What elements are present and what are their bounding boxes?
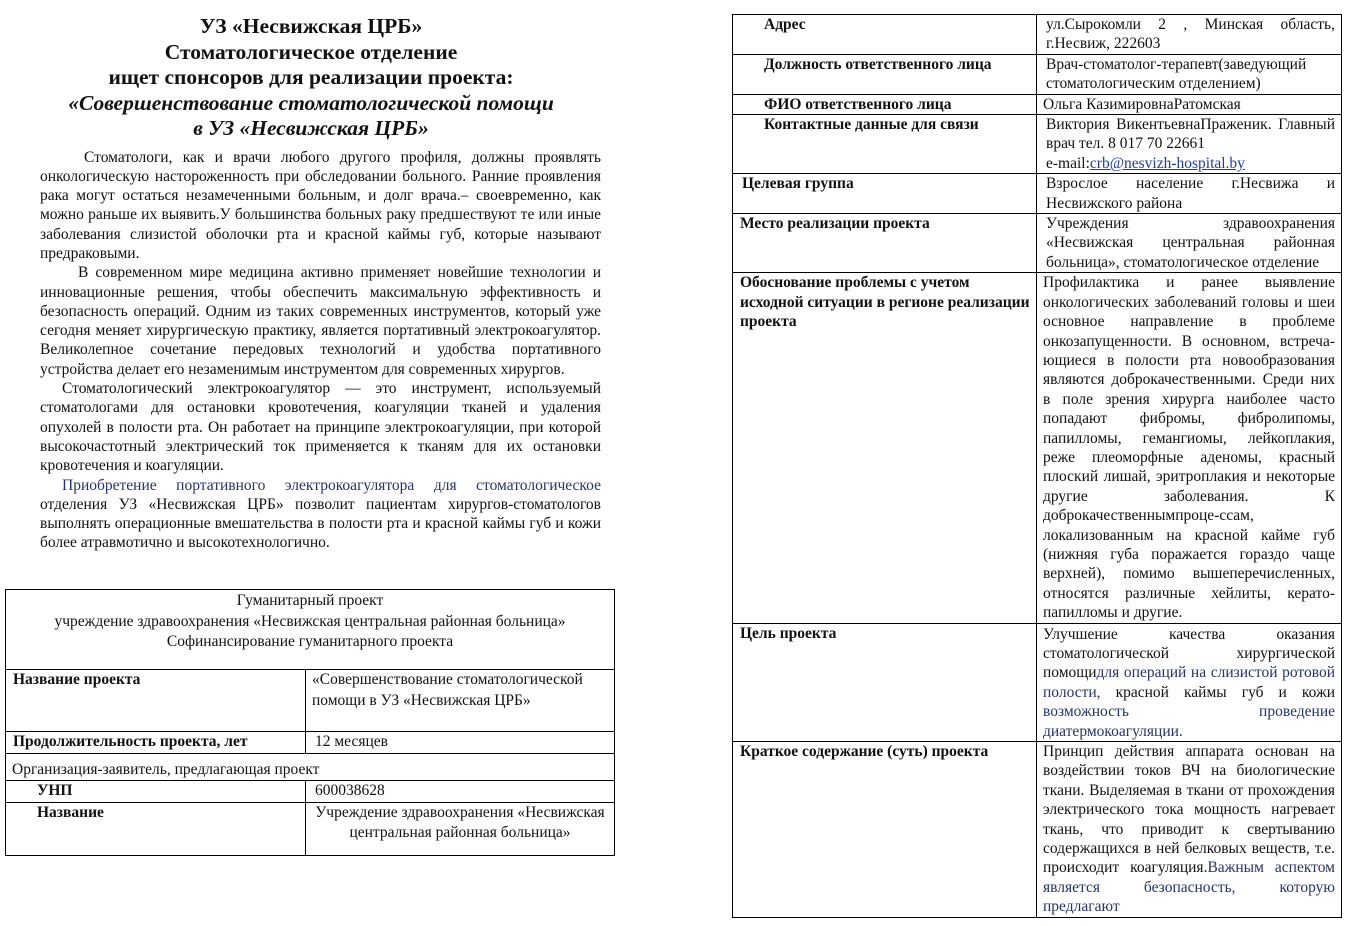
goal-label: Цель проекта bbox=[733, 623, 1037, 741]
org-label: Организация-заявитель, предлагающая проект bbox=[6, 753, 615, 781]
project-name-value: «Совершенствование стоматологической помощи в УЗ «Несвижская ЦРБ» bbox=[306, 670, 615, 732]
heading-line-5: в УЗ «Несвижская ЦРБ» bbox=[193, 116, 429, 140]
contact-value bbox=[1037, 115, 1342, 174]
address-label: Адрес bbox=[733, 15, 1037, 55]
paragraph-3: Стоматологический электрокоагулятор — это инструмент, используемый стоматологами для остановки кровотечения, коагуляции тканей и удаления опухолей в полости рта. Он работает на принципе электрокоагуляции, при которой высокочастотный электрический ток применяется к тканям для их остановки кровотечения и коагуляции. bbox=[40, 380, 601, 475]
paragraph-1: Стоматологи, как и врачи любого другого профиля, должны проявлять онкологическую настороженность при обследовании больного. Ранние проявления рака могут остаться незамеченными больным, и долг врача.– своевременно, как можно раньше их выявить.У большинства больных раку предшествуют те или иные заболевания слизистой оболочки рта и красной каймы губ, которые называют предраковыми. bbox=[40, 148, 601, 262]
rationale-label: Обоснование проблемы с учетом исходной ситуации в регионе реализации проекта bbox=[733, 273, 1037, 623]
duration-value: 12 месяцев bbox=[306, 732, 615, 754]
table-row bbox=[6, 802, 615, 855]
goal-value bbox=[1037, 623, 1342, 741]
table-row bbox=[733, 742, 1342, 918]
goal-text-a: Улучшение качества оказания стоматологической хирургической помощи bbox=[1043, 625, 1335, 682]
org-name-value: Учреждение здравоохранения «Несвижская центральная районная больница» bbox=[306, 802, 615, 855]
humanitarian-cofinancing: Софинансирование гуманитарного проекта bbox=[166, 633, 454, 650]
contact-text: Виктория ВикентьевнаПраженик. Главный врач тел. 8 017 70 22661 bbox=[1046, 116, 1335, 153]
table-row bbox=[6, 732, 615, 754]
summary-value bbox=[1037, 742, 1342, 918]
unp-label: УНП bbox=[6, 781, 306, 803]
position-label: Должность ответственного лица bbox=[733, 54, 1037, 94]
place-value: Учреждения здравоохранения «Несвижская центральная районная больница», стоматологическое отделение bbox=[1037, 214, 1342, 273]
humanitarian-institution: учреждение здравоохранения «Несвижская центральная районная больница» bbox=[54, 612, 566, 630]
goal-text-d: возможность проведение bbox=[1043, 703, 1335, 721]
humanitarian-project-table bbox=[5, 589, 615, 856]
paragraph-2: В современном мире медицина активно применяет новейшие технологии и инновационные решения, чтобы обеспечить максимальную эффективность и безопасность операций. Одним из таких современных инструментов, который уже сегодня меняет хирургическую практику, является портативный электрокоагулятор. Великолепное сочетание передовых технологий и удобства портативного устройства делает его незаменимым инструментом для современных хирургов. bbox=[40, 264, 601, 378]
table-row bbox=[733, 115, 1342, 174]
target-value: Взрослое население г.Несвижа и Несвижского района bbox=[1037, 174, 1342, 214]
table-row bbox=[733, 214, 1342, 273]
table-row bbox=[733, 15, 1342, 55]
project-details-table bbox=[732, 14, 1342, 918]
rationale-value bbox=[1037, 273, 1342, 623]
table-row bbox=[733, 623, 1342, 741]
table-row bbox=[6, 753, 615, 781]
heading-line-3: ищет спонсоров для реализации проекта: bbox=[108, 65, 514, 89]
target-label: Целевая группа bbox=[733, 174, 1037, 214]
intro-text bbox=[6, 142, 616, 553]
left-column bbox=[6, 14, 616, 553]
table-row bbox=[733, 54, 1342, 94]
fio-value: Ольга КазимировнаРатомская bbox=[1037, 94, 1342, 114]
table-row bbox=[6, 590, 615, 670]
summary-text-b: Важным аспектом является безопасность, которую предлагают bbox=[1043, 859, 1335, 916]
heading-line-2: Стоматологическое отделение bbox=[164, 39, 458, 64]
humanitarian-header bbox=[6, 590, 615, 670]
org-name-label: Название bbox=[6, 802, 306, 855]
position-value: Врач-стоматолог-терапевт(заведующий стоматологическим отделением) bbox=[1037, 54, 1342, 94]
table-row bbox=[733, 94, 1342, 114]
humanitarian-title: Гуманитарный проект bbox=[236, 592, 384, 609]
unp-value: 600038628 bbox=[306, 781, 615, 803]
table-row bbox=[6, 670, 615, 732]
address-value: ул.Сырокомли 2 , Минская область, г.Несвиж, 222603 bbox=[1037, 15, 1342, 55]
heading-line-4: «Совершенствование стоматологической помощи bbox=[68, 90, 554, 115]
summary-label: Краткое содержание (суть) проекта bbox=[733, 742, 1037, 918]
table-row bbox=[733, 174, 1342, 214]
paragraph-4-rest: отделения УЗ «Несвижская ЦРБ» позволит пациентам хирургов-стоматологов выполнять операционные вмешательства в полости рта и красной каймы губ и кожи более атравмотично и высокотехнологично. bbox=[40, 495, 601, 552]
paragraph-4-tinted: Приобретение портативного электрокоагулятора для стоматологическое bbox=[62, 476, 601, 494]
paragraph-4 bbox=[40, 476, 601, 553]
goal-text-c: красной каймы губ и кожи bbox=[1100, 683, 1335, 701]
duration-label: Продолжительность проекта, лет bbox=[6, 732, 306, 754]
document-heading bbox=[6, 14, 616, 142]
goal-text-b: для операций на слизистой ротовой полости, bbox=[1043, 664, 1335, 701]
goal-last-line: диатермокоагуляции. bbox=[1043, 722, 1183, 740]
contact-label: Контактные данные для связи bbox=[733, 115, 1037, 174]
rationale-last-line: папилломы и другие. bbox=[1043, 604, 1183, 622]
email-link[interactable]: crb@nesvizh-hospital.by bbox=[1089, 154, 1245, 172]
heading-line-1: УЗ «Несвижская ЦРБ» bbox=[199, 14, 423, 38]
table-row bbox=[733, 273, 1342, 623]
rationale-text: Профилактика и ранее выявление онкологических заболеваний головы и шеи основное направление в проблеме онкозапущенности. В основном, встреча-ющиеся в полости рта новообразования являются доброкачественными. Среди них в поле зрения хирурга наиболее часто попадают фибромы, фибролипомы, папилломы, гемангиомы, лейкоплакия, реже плеоморфные аденомы, красный плоский лишай, эритроплакия и некоторые другие заболевания. К доброкачественнымпроце-ссам, локализованным на красной кайме губ (нижняя губа поражается гораздо чаще верхней), помимо вышеперечисленных, относятся различные хейлиты, керато- bbox=[1043, 274, 1335, 602]
summary-text-a: Принцип действия аппарата основан на воздействии токов ВЧ на биологические ткани. Выделяемая в ткани от прохождения электрического тока мощность нагревает ткань, что приводит к свертыванию содержащихся в ней белковых веществ, т.е. происходит коагуляция. bbox=[1043, 743, 1335, 877]
place-label: Место реализации проекта bbox=[733, 214, 1037, 273]
project-name-label: Название проекта bbox=[6, 670, 306, 732]
email-prefix: e-mail: bbox=[1046, 154, 1090, 172]
table-row bbox=[6, 781, 615, 803]
fio-label: ФИО ответственного лица bbox=[733, 94, 1037, 114]
